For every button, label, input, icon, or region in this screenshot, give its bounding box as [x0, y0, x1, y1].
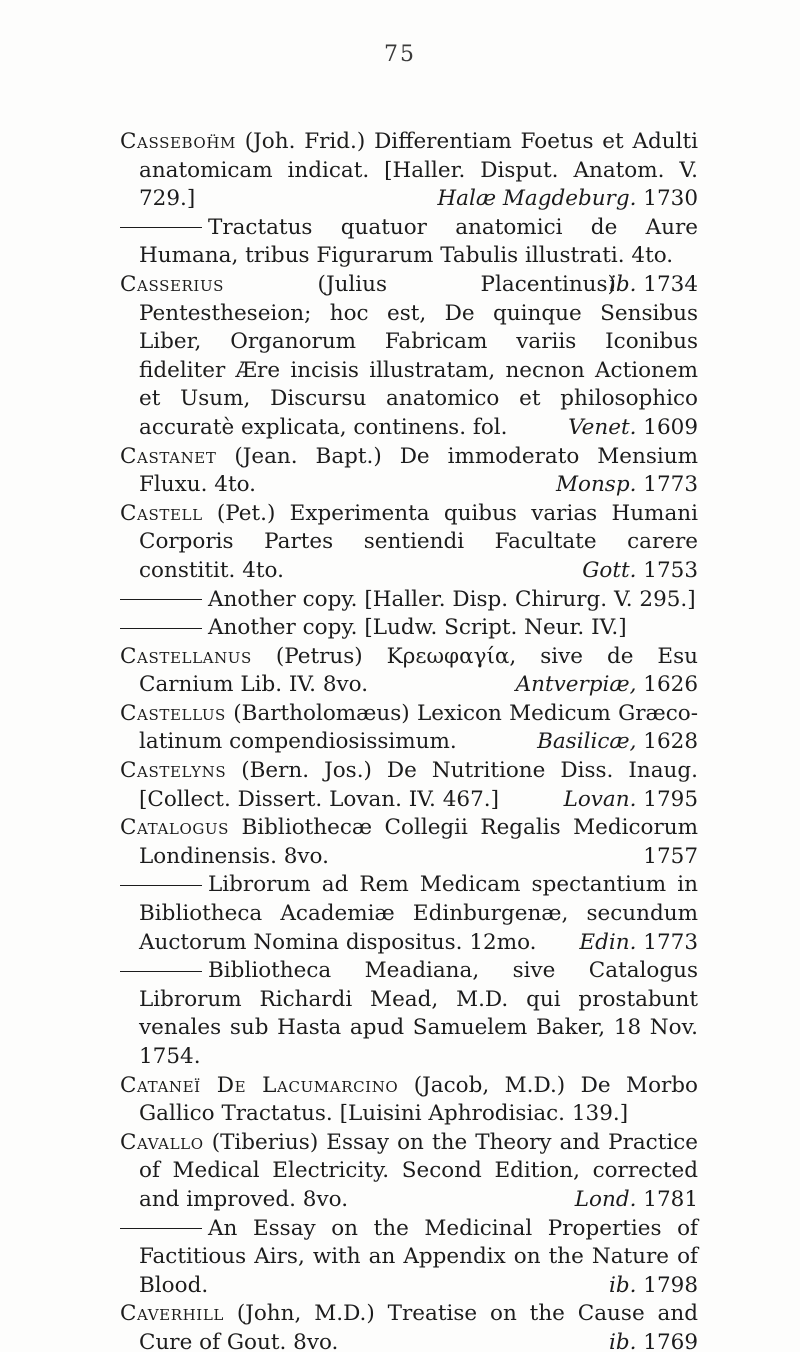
entry-place: Monsp.	[556, 472, 637, 498]
entry-castellus	[120, 700, 698, 757]
entry-author: Casseboḧm	[120, 129, 236, 154]
entry-title: Bibliothecæ Collegii Regalis Medicorum Londinensis. 8vo.	[139, 815, 698, 869]
entry-year: 1773	[643, 929, 698, 955]
entry-author: Castelyns	[120, 758, 227, 784]
entry-imprint	[579, 929, 698, 958]
entry-imprint	[574, 1186, 698, 1215]
entry-place: Basilicæ,	[537, 729, 637, 755]
entry-catalogus-2	[120, 871, 698, 957]
entry-author: Cataneï De Lacumarcino	[120, 1072, 399, 1098]
entry-imprint	[556, 471, 698, 500]
entry-place: Lond.	[574, 1186, 637, 1212]
entry-imprint	[568, 414, 698, 443]
entry-castanet	[120, 443, 698, 500]
entry-author: Caverhill	[120, 1301, 224, 1327]
entry-year: 1730	[643, 186, 698, 212]
entry-year: 1609	[643, 414, 698, 440]
page-number: 75	[384, 42, 416, 67]
entry-imprint	[643, 843, 698, 872]
entry-castellanus	[120, 643, 698, 700]
entry-year: 1757	[643, 843, 698, 869]
entry-imprint	[515, 671, 698, 700]
ditto-rule	[120, 599, 202, 600]
entry-place: Antverpiæ,	[515, 672, 637, 698]
bibliography-entries	[120, 128, 698, 1358]
entry-year: 1753	[643, 557, 698, 583]
entry-place: ib.	[608, 1329, 637, 1355]
entry-imprint	[563, 786, 698, 815]
entry-imprint	[608, 1329, 698, 1358]
entry-author: Castellus	[120, 700, 226, 726]
entry-title: (Bern. Jos.) De Nutritione Diss. Inaug. [Collect. Dissert. Lovan. IV. 467.]	[139, 758, 698, 812]
entry-catalogus-3	[120, 957, 698, 1071]
entry-year: 1798	[643, 1272, 698, 1298]
entry-author: Catalogus	[120, 815, 230, 841]
ditto-rule	[120, 227, 202, 228]
entry-cavallo-2	[120, 1215, 698, 1301]
entry-title: (Tiberius) Essay on the Theory and Practice of Medical Electricity. Second Edition, corrected and improved. 8vo.	[139, 1129, 698, 1212]
entry-title: (Pet.) Experimenta quibus varias Humani Corporis Partes sentiendi Facultate carere constitit. 4to.	[139, 500, 698, 583]
entry-year: 1781	[643, 1186, 698, 1212]
entry-title: Bibliotheca Meadiana, sive Catalogus Librorum Richardi Mead, M.D. qui prostabunt venales sub Hasta apud Samuelem Baker, 18 Nov. 1754.	[139, 958, 698, 1069]
entry-casserius	[120, 271, 698, 443]
entry-imprint	[608, 1272, 698, 1301]
entry-cassebohm	[120, 128, 698, 214]
entry-title: (Joh. Frid.) Differentiam Foetus et Adulti anatomicam indicat. [Haller. Disput. Anatom. V. 729.]	[139, 129, 698, 212]
entry-place: ib.	[608, 1272, 637, 1298]
entry-cavallo	[120, 1129, 698, 1215]
entry-place: Lovan.	[563, 786, 637, 812]
ditto-rule	[120, 885, 202, 886]
entry-cataneus	[120, 1072, 698, 1129]
entry-castelyns	[120, 757, 698, 814]
ditto-rule	[120, 628, 202, 629]
entry-title: An Essay on the Medicinal Properties of Factitious Airs, with an Appendix on the Nature of Blood.	[139, 1215, 698, 1298]
ditto-rule	[120, 971, 202, 972]
entry-year: 1769	[643, 1329, 698, 1355]
entry-title: Tractatus quatuor anatomici de Aure Humana, tribus Figurarum Tabulis illustrati. 4to.	[139, 214, 698, 269]
entry-title: Another copy. [Ludw. Script. Neur. IV.]	[208, 615, 627, 641]
entry-place: Venet.	[568, 414, 637, 440]
entry-title: (Julius Placentinus) Pentestheseion; hoc est, De quinque Sensibus Liber, Organorum Fabricam variis Iconibus fideliter Ære incisis illustratam, necnon Actionem et Usum, Discursu anatomico et philosophico accuratè explicata, continens. fol.	[139, 271, 698, 440]
entry-year: 1773	[643, 472, 698, 498]
entry-place: Edin.	[579, 929, 637, 955]
entry-author: Casserius	[120, 271, 225, 297]
entry-castell	[120, 500, 698, 586]
entry-author: Cavallo	[120, 1129, 204, 1155]
entry-title: (Jean. Bapt.) De immoderato Mensium Fluxu. 4to.	[139, 443, 698, 498]
entry-author: Castanet	[120, 443, 217, 469]
entry-year: 1626	[643, 672, 698, 698]
entry-year: 1795	[643, 786, 698, 812]
entry-place: ib.	[608, 271, 637, 297]
entry-castell-copy-2	[120, 614, 698, 643]
entry-imprint	[537, 728, 698, 757]
entry-title: Librorum ad Rem Medicam spectantium in Bibliotheca Academiæ Edinburgenæ, secundum Auctorum Nomina dispositus. 12mo.	[139, 872, 698, 955]
entry-title: (Petrus) Κρεωφαγία, sive de Esu Carnium Lib. IV. 8vo.	[139, 643, 698, 698]
entry-title: (Bartholomæus) Lexicon Medicum Græco-latinum compendiosissimum.	[139, 700, 698, 755]
entry-imprint	[437, 185, 698, 214]
entry-author: Castell	[120, 500, 203, 526]
entry-castell-copy-1	[120, 586, 698, 615]
entry-caverhill	[120, 1300, 698, 1357]
entry-title: Another copy. [Haller. Disp. Chirurg. V. 295.]	[208, 586, 696, 612]
entry-catalogus	[120, 814, 698, 871]
entry-year: 1628	[643, 729, 698, 755]
entry-place: Halæ Magdeburg.	[437, 186, 637, 212]
entry-imprint	[582, 557, 698, 586]
entry-place: Gott.	[582, 557, 637, 583]
entry-title: (John, M.D.) Treatise on the Cause and Cure of Gout. 8vo.	[139, 1301, 698, 1355]
entry-year: 1734	[643, 271, 698, 297]
entry-author: Castellanus	[120, 643, 252, 669]
ditto-rule	[120, 1228, 202, 1229]
entry-title: (Jacob, M.D.) De Morbo Gallico Tractatus. [Luisini Aphrodisiac. 139.]	[139, 1072, 698, 1127]
